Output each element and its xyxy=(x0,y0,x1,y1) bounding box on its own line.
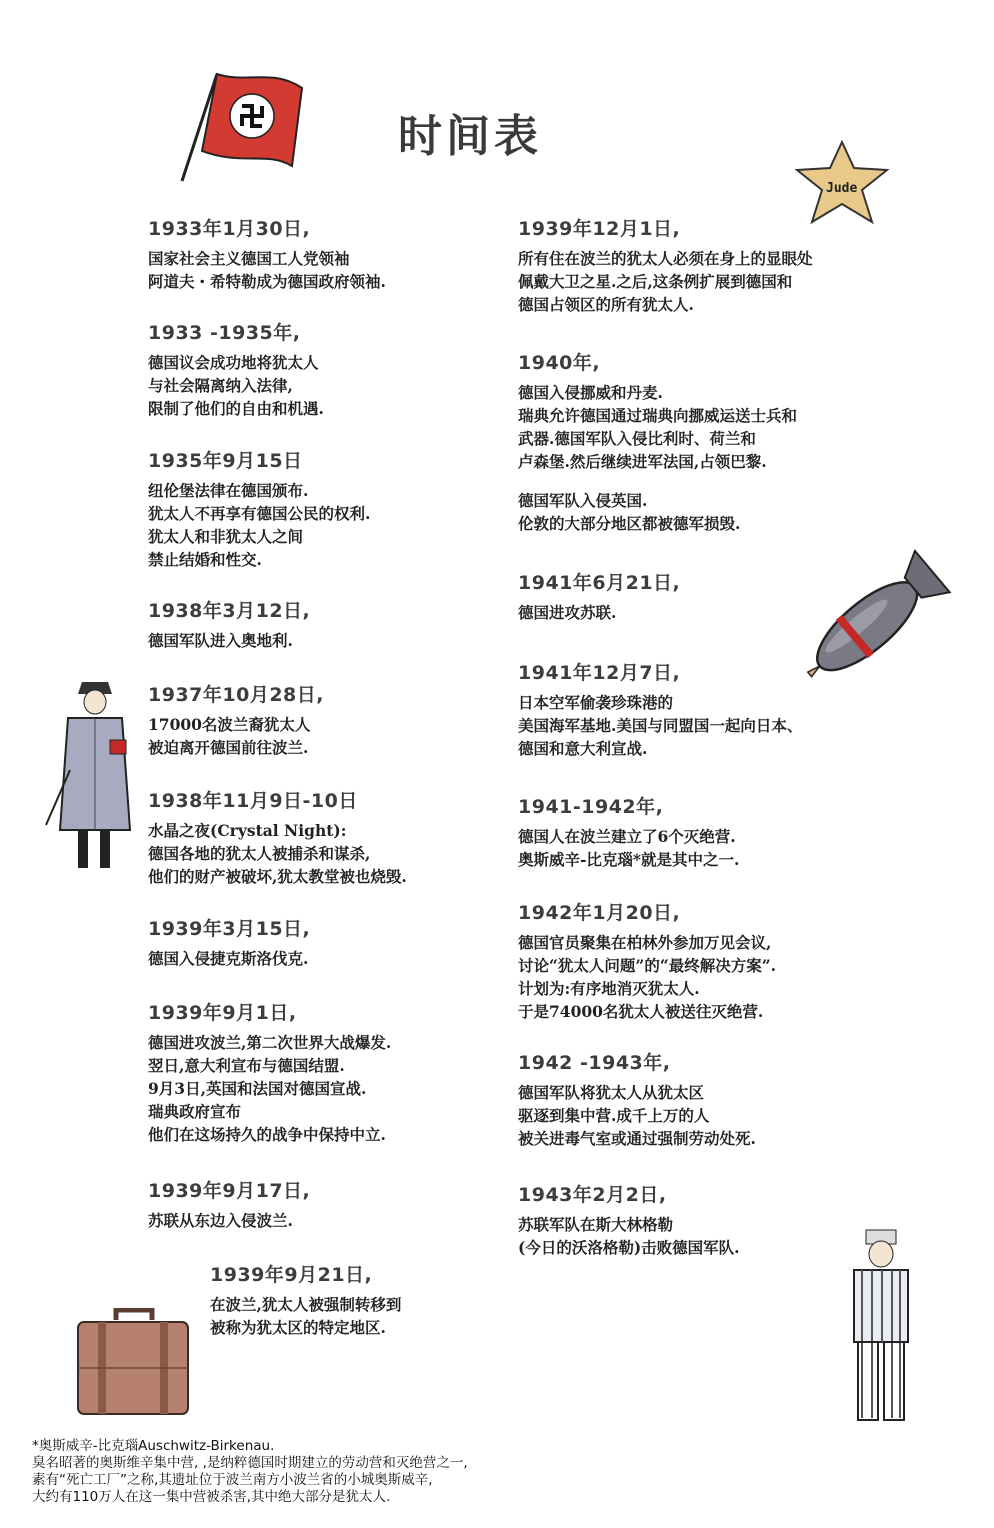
entry-text: 武器.德国军队入侵比利时、荷兰和 xyxy=(518,429,756,448)
timeline-entry xyxy=(148,214,488,293)
entry-text: 德国军队进入奥地利. xyxy=(148,631,293,650)
entry-date: 1943年2月2日, xyxy=(518,1184,667,1206)
footnote-line: 素有“死亡工厂”之称,其遗址位于波兰南方小波兰省的小城奥斯威辛, xyxy=(32,1472,433,1488)
entry-text: 佩戴大卫之星.之后,这条例扩展到德国和 xyxy=(518,272,793,291)
entry-text: 犹太人和非犹太人之间 xyxy=(148,527,304,546)
entry-text: 所有住在波兰的犹太人必须在身上的显眼处 xyxy=(518,249,813,268)
entry-date: 1942 -1943年, xyxy=(518,1052,671,1074)
entry-text: 讨论“犹太人问题”的“最终解决方案”. xyxy=(518,956,777,975)
entry-date: 1941年6月21日, xyxy=(518,572,681,594)
entry-text: 德国官员聚集在柏林外参加万见会议, xyxy=(518,933,772,952)
entry-date: 1940年, xyxy=(518,352,601,374)
entry-text: 9月3日,英国和法国对德国宣战. xyxy=(148,1079,367,1098)
timeline-entry xyxy=(518,898,878,1023)
entry-text: 阿道夫・希特勒成为德国政府领袖. xyxy=(148,272,386,291)
entry-text: 国家社会主义德国工人党领袖 xyxy=(148,249,350,268)
entry-date: 1937年10月28日, xyxy=(148,684,324,706)
entry-date: 1939年3月15日, xyxy=(148,918,311,940)
entry-text: 瑞典允许德国通过瑞典向挪威运送士兵和 xyxy=(518,406,798,425)
footnote xyxy=(32,1438,468,1506)
page-title: 时间表 xyxy=(398,111,542,162)
entry-date: 1939年12月1日, xyxy=(518,218,681,240)
footnote-line: *奥斯威辛-比克瑙Auschwitz-Birkenau. xyxy=(32,1438,275,1454)
entry-date: 1933年1月30日, xyxy=(148,218,311,240)
entry-text: 德国入侵挪威和丹麦. xyxy=(518,383,663,402)
entry-text: 德国议会成功地将犹太人 xyxy=(148,353,319,372)
timeline-entry xyxy=(210,1260,550,1339)
entry-text: 苏联从东边入侵波兰. xyxy=(148,1211,293,1230)
entry-text: 奥斯威辛-比克瑙*就是其中之一. xyxy=(518,850,740,869)
entry-date: 1938年3月12日, xyxy=(148,600,311,622)
entry-text: 被关进毒气室或通过强制劳动处死. xyxy=(518,1129,756,1148)
timeline-entry xyxy=(518,214,878,316)
entry-date: 1939年9月1日, xyxy=(148,1002,297,1024)
entry-text: 纽伦堡法律在德国颁布. xyxy=(148,481,309,500)
footnote-line: 臭名昭著的奥斯维辛集中营, ,是纳粹德国时期建立的劳动营和灭绝营之一, xyxy=(32,1455,468,1471)
entry-text: 德国军队入侵英国. xyxy=(518,491,648,510)
soldier-figure-icon xyxy=(40,680,140,875)
entry-text: 伦敦的大部分地区都被德军损毁. xyxy=(518,514,741,533)
entry-text: 计划为:有序地消灭犹太人. xyxy=(518,979,700,998)
entry-text: 禁止结婚和性交. xyxy=(148,550,262,569)
entry-text: 被称为犹太区的特定地区. xyxy=(210,1318,386,1337)
entry-text: 他们在这场持久的战争中保持中立. xyxy=(148,1125,386,1144)
entry-text: 德国军队将犹太人从犹太区 xyxy=(518,1083,705,1102)
timeline-entry xyxy=(148,998,488,1146)
entry-text: 苏联军队在斯大林格勒 xyxy=(518,1215,674,1234)
entry-text: 被迫离开德国前往波兰. xyxy=(148,738,309,757)
timeline-entry xyxy=(518,348,878,535)
star-badge-icon xyxy=(792,140,892,225)
footnote-line: 大约有110万人在这一集中营被杀害,其中绝大部分是犹太人. xyxy=(32,1489,391,1505)
entry-date: 1939年9月21日, xyxy=(210,1264,373,1286)
entry-text: (今日的沃洛格勒)击败德国军队. xyxy=(518,1238,740,1257)
timeline-entry xyxy=(518,658,878,760)
entry-text: 翌日,意大利宣布与德国结盟. xyxy=(148,1056,345,1075)
timeline-entry xyxy=(518,1180,878,1259)
entry-text: 德国入侵捷克斯洛伐克. xyxy=(148,949,309,968)
timeline-entry xyxy=(148,596,488,652)
entry-date: 1942年1月20日, xyxy=(518,902,681,924)
suitcase-icon xyxy=(74,1308,194,1418)
entry-date: 1939年9月17日, xyxy=(148,1180,311,1202)
entry-text: 在波兰,犹太人被强制转移到 xyxy=(210,1295,402,1314)
timeline-entry xyxy=(148,786,488,888)
entry-text: 驱逐到集中营.成千上万的人 xyxy=(518,1106,710,1125)
entry-text: 德国和意大利宣战. xyxy=(518,739,648,758)
flag-icon xyxy=(172,66,312,186)
timeline-entry xyxy=(148,1176,488,1232)
entry-date: 1935年9月15日 xyxy=(148,450,303,472)
timeline-entry xyxy=(518,568,878,624)
entry-text: 德国人在波兰建立了6个灭绝营. xyxy=(518,827,736,846)
timeline-entry xyxy=(148,914,488,970)
entry-date: 1933 -1935年, xyxy=(148,322,301,344)
entry-date: 1938年11月9日-10日 xyxy=(148,790,358,812)
entry-date: 1941-1942年, xyxy=(518,796,664,818)
entry-text: 卢森堡.然后继续进军法国,占领巴黎. xyxy=(518,452,767,471)
timeline-entry xyxy=(518,792,878,871)
entry-text: 德国占领区的所有犹太人. xyxy=(518,295,694,314)
entry-text: 瑞典政府宣布 xyxy=(148,1102,242,1121)
entry-text: 于是74000名犹太人被送往灭绝营. xyxy=(518,1002,764,1021)
timeline-entry xyxy=(518,1048,878,1150)
entry-text: 水晶之夜(Crystal Night): xyxy=(148,821,347,840)
timeline-entry xyxy=(148,446,488,571)
entry-text: 犹太人不再享有德国公民的权利. xyxy=(148,504,371,523)
entry-text: 德国进攻波兰,第二次世界大战爆发. xyxy=(148,1033,392,1052)
star-text: Jude xyxy=(826,181,858,196)
timeline-entry xyxy=(148,680,488,759)
entry-text: 与社会隔离纳入法律, xyxy=(148,376,293,395)
entry-text: 德国进攻苏联. xyxy=(518,603,617,622)
entry-text: 他们的财产被破坏,犹太教堂被也烧毁. xyxy=(148,867,407,886)
entry-text: 日本空军偷袭珍珠港的 xyxy=(518,693,674,712)
entry-text: 美国海军基地.美国与同盟国一起向日本、 xyxy=(518,716,803,735)
entry-text: 限制了他们的自由和机遇. xyxy=(148,399,324,418)
timeline-entry xyxy=(148,318,488,420)
entry-date: 1941年12月7日, xyxy=(518,662,681,684)
entry-text: 德国各地的犹太人被捕杀和谋杀, xyxy=(148,844,371,863)
entry-text: 17000名波兰裔犹太人 xyxy=(148,715,311,734)
